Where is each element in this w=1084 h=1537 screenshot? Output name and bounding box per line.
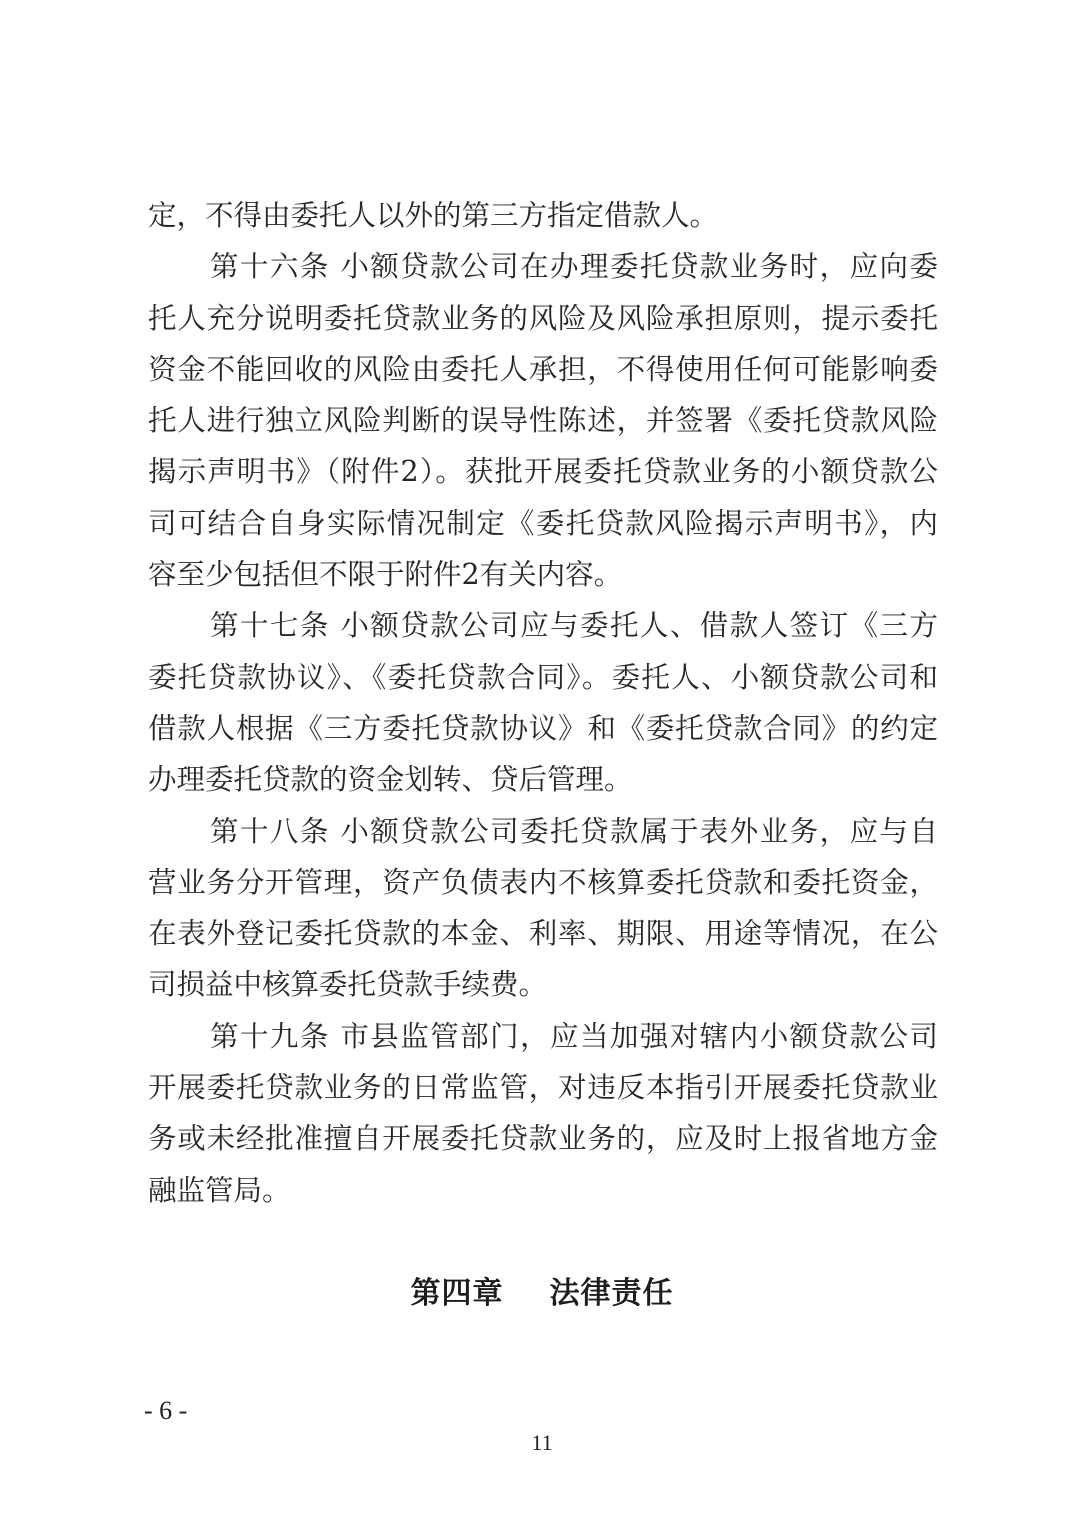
page-number: - 6 - xyxy=(144,1396,188,1425)
text-line: 开展委托贷款业务的日常监管，对违反本指引开展委托贷款业 xyxy=(148,1071,938,1105)
text-line: 第十七条 小额贷款公司应与委托人、借款人签订《三方 xyxy=(210,609,938,643)
text-line: 借款人根据《三方委托贷款协议》和《委托贷款合同》的约定 xyxy=(148,711,938,745)
text-line: 第十八条 小额贷款公司委托贷款属于表外业务，应与自 xyxy=(210,814,938,848)
text-line: 在表外登记委托贷款的本金、利率、期限、用途等情况，在公 xyxy=(148,917,938,951)
text-line: 托人充分说明委托贷款业务的风险及风险承担原则，提示委托 xyxy=(148,301,938,335)
chapter-title-text: 法律责任 xyxy=(549,1276,674,1311)
text-line: 营业务分开管理，资产负债表内不核算委托贷款和委托资金， xyxy=(148,865,938,899)
text-line: 司损益中核算委托贷款手续费。 xyxy=(148,968,548,1002)
text-line: 托人进行独立风险判断的误导性陈述，并签署《委托贷款风险 xyxy=(148,404,938,438)
chapter-number: 第四章 xyxy=(410,1276,504,1311)
body-text xyxy=(148,190,938,1216)
text-line: 定，不得由委托人以外的第三方指定借款人。 xyxy=(148,199,719,232)
text-line: 务或未经批准擅自开展委托贷款业务的，应及时上报省地方金 xyxy=(148,1122,938,1156)
text-line: 委托贷款协议》、《委托贷款合同》。委托人、小额贷款公司和 xyxy=(148,660,938,694)
text-line: 第十九条 市县监管部门，应当加强对辖内小额贷款公司 xyxy=(210,1019,938,1053)
text-line: 第十六条 小额贷款公司在办理委托贷款业务时，应向委 xyxy=(210,250,938,284)
text-line: 揭示声明书》（附件2）。获批开展委托贷款业务的小额贷款公 xyxy=(148,455,938,489)
text-line: 司可结合自身实际情况制定《委托贷款风险揭示声明书》，内 xyxy=(148,506,938,540)
text-line: 办理委托贷款的资金划转、贷后管理。 xyxy=(148,763,633,797)
footer-page-number: 11 xyxy=(531,1430,553,1455)
text-line: 融监管局。 xyxy=(148,1173,291,1207)
chapter-heading xyxy=(0,1268,1084,1312)
text-line: 资金不能回收的风险由委托人承担，不得使用任何可能影响委 xyxy=(148,352,938,386)
text-line: 容至少包括但不限于附件2有关内容。 xyxy=(148,558,623,592)
